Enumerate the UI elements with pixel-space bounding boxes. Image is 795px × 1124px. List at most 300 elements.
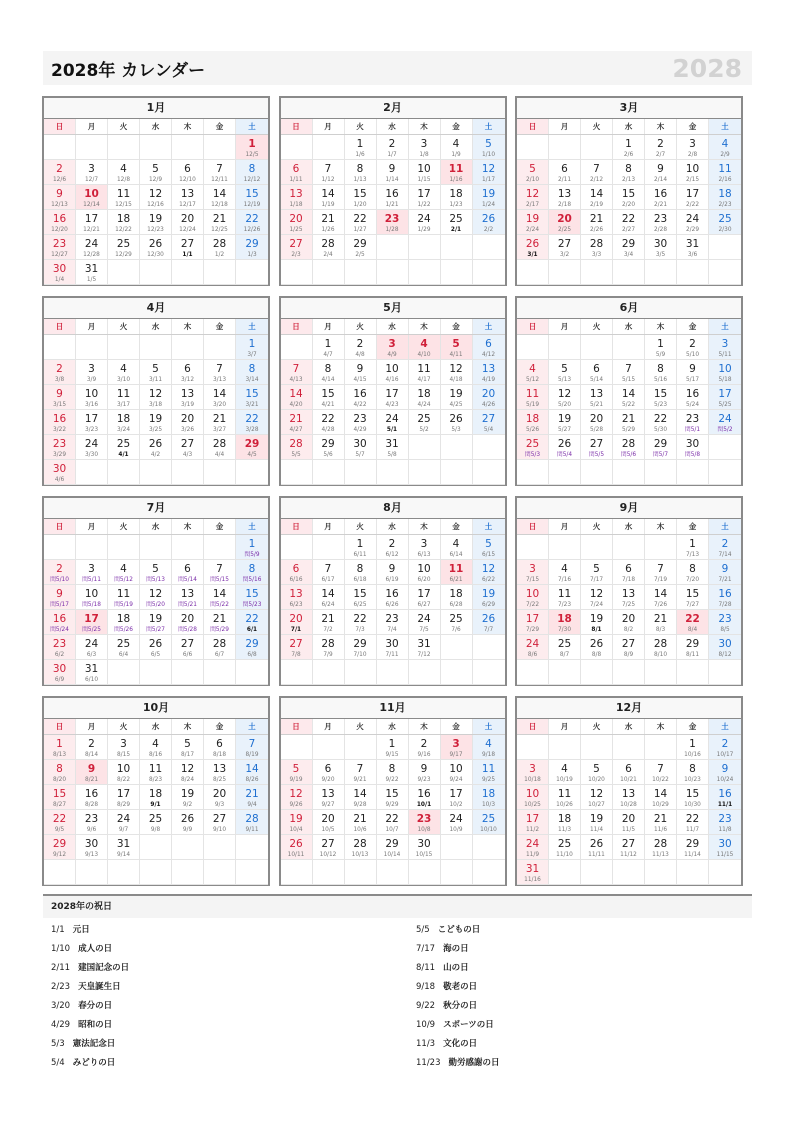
lunar-date: 10/7 <box>385 827 399 833</box>
lunar-date: 10/28 <box>620 802 637 808</box>
day-number: 10 <box>417 563 431 575</box>
empty-day-cell <box>204 460 236 485</box>
lunar-date: 6/2 <box>54 652 65 658</box>
holiday-item <box>408 1035 752 1054</box>
day-number: 11 <box>525 388 540 400</box>
lunar-date: 9/14 <box>116 852 131 858</box>
day-number: 10 <box>525 588 540 600</box>
day-cell <box>613 410 645 435</box>
day-cell <box>441 210 473 235</box>
day-cell <box>709 360 741 385</box>
day-number: 3 <box>721 338 729 350</box>
empty-day-cell <box>581 660 613 685</box>
day-cell <box>172 410 204 435</box>
lunar-date: 8/4 <box>687 627 698 633</box>
weekday-label: 水 <box>140 319 172 334</box>
day-cell <box>645 785 677 810</box>
day-grid <box>517 735 741 885</box>
day-cell <box>108 735 140 760</box>
day-number: 20 <box>289 613 303 625</box>
weekday-label: 火 <box>108 719 140 734</box>
day-number: 13 <box>621 588 636 600</box>
lunar-date: 10/9 <box>449 827 463 833</box>
empty-day-cell <box>172 335 204 360</box>
day-number: 27 <box>289 638 303 650</box>
lunar-date: 9/21 <box>353 777 367 783</box>
lunar-date: 閏5/16 <box>242 577 262 583</box>
lunar-date: 10/8 <box>417 827 431 833</box>
lunar-date: 12/20 <box>51 227 68 233</box>
day-number: 11 <box>116 588 131 600</box>
day-number: 18 <box>525 413 540 425</box>
day-number: 15 <box>353 188 367 200</box>
day-cell <box>76 410 108 435</box>
day-cell <box>709 785 741 810</box>
empty-day-cell <box>204 335 236 360</box>
day-cell <box>677 835 709 860</box>
day-cell <box>236 385 268 410</box>
day-cell <box>473 385 505 410</box>
day-cell <box>76 210 108 235</box>
empty-day-cell <box>313 860 345 885</box>
day-cell <box>140 610 172 635</box>
lunar-date: 8/24 <box>180 777 195 783</box>
day-number: 25 <box>417 413 431 425</box>
day-cell <box>709 610 741 635</box>
month-calendar <box>279 496 507 686</box>
day-cell <box>377 735 409 760</box>
lunar-date: 7/3 <box>355 627 365 633</box>
weekday-label: 火 <box>345 119 377 134</box>
weekday-label: 火 <box>108 319 140 334</box>
day-number: 9 <box>356 363 364 375</box>
empty-day-cell <box>409 260 441 285</box>
day-number: 18 <box>449 588 463 600</box>
day-grid <box>281 535 505 685</box>
empty-day-cell <box>377 460 409 485</box>
lunar-date: 9/23 <box>417 777 431 783</box>
day-number: 25 <box>557 638 572 650</box>
lunar-date: 8/3 <box>655 627 666 633</box>
weekday-label: 土 <box>473 519 505 534</box>
day-number: 9 <box>87 763 96 775</box>
empty-day-cell <box>581 735 613 760</box>
day-number: 3 <box>88 363 95 375</box>
day-number: 20 <box>321 813 335 825</box>
day-number: 27 <box>621 838 636 850</box>
day-number: 20 <box>589 413 604 425</box>
day-cell <box>345 760 377 785</box>
day-cell <box>613 160 645 185</box>
day-grid <box>44 335 268 485</box>
empty-day-cell <box>108 135 140 160</box>
weekday-header-row <box>517 319 741 335</box>
empty-day-cell <box>172 535 204 560</box>
day-number: 13 <box>212 763 227 775</box>
day-cell <box>441 385 473 410</box>
lunar-date: 10/27 <box>588 802 605 808</box>
day-number: 18 <box>116 413 131 425</box>
holiday-date: 9/18 <box>416 982 436 992</box>
month-calendar <box>279 696 507 886</box>
day-cell <box>645 635 677 660</box>
day-cell <box>709 160 741 185</box>
day-cell <box>645 210 677 235</box>
lunar-date: 8/17 <box>180 752 195 758</box>
day-cell <box>377 810 409 835</box>
day-number: 11 <box>116 388 131 400</box>
day-cell <box>44 585 76 610</box>
day-grid <box>44 135 268 285</box>
day-number: 17 <box>718 388 732 400</box>
day-cell <box>473 335 505 360</box>
weekday-label: 火 <box>345 519 377 534</box>
lunar-date: 2/29 <box>685 227 700 233</box>
day-cell <box>377 210 409 235</box>
empty-day-cell <box>709 235 741 260</box>
day-number: 17 <box>417 588 431 600</box>
lunar-date: 閏5/2 <box>717 427 733 433</box>
lunar-date: 7/27 <box>685 602 700 608</box>
month-title: 3月 <box>517 98 741 119</box>
day-cell <box>44 160 76 185</box>
empty-day-cell <box>172 460 204 485</box>
empty-day-cell <box>549 860 581 885</box>
weekday-header-row <box>44 119 268 135</box>
lunar-date: 6/10 <box>84 677 99 683</box>
lunar-date: 5/7 <box>355 452 365 458</box>
day-number: 6 <box>184 163 191 175</box>
weekday-label: 月 <box>549 119 581 134</box>
day-number: 13 <box>321 788 335 800</box>
lunar-date: 1/29 <box>417 227 431 233</box>
weekday-label: 水 <box>377 519 409 534</box>
day-cell <box>549 760 581 785</box>
empty-day-cell <box>549 260 581 285</box>
day-cell <box>473 160 505 185</box>
lunar-date: 8/27 <box>52 802 67 808</box>
day-cell <box>581 810 613 835</box>
lunar-date: 5/5 <box>291 452 301 458</box>
day-cell <box>409 185 441 210</box>
day-number: 2 <box>420 738 428 750</box>
day-number: 20 <box>621 813 636 825</box>
day-number: 20 <box>289 213 303 225</box>
day-number: 30 <box>52 263 67 275</box>
day-cell <box>44 785 76 810</box>
empty-day-cell <box>140 460 172 485</box>
lunar-date: 1/10 <box>481 152 496 158</box>
day-cell <box>44 810 76 835</box>
empty-day-cell <box>645 860 677 885</box>
day-cell <box>409 160 441 185</box>
day-number: 25 <box>449 213 463 225</box>
day-number: 29 <box>621 238 636 250</box>
day-cell <box>581 210 613 235</box>
page-year: 2028 <box>672 53 742 83</box>
day-number: 3 <box>88 163 95 175</box>
day-number: 7 <box>324 563 332 575</box>
day-number: 14 <box>653 588 668 600</box>
day-number: 1 <box>248 338 256 350</box>
day-number: 11 <box>448 163 464 175</box>
holiday-name: みどりの日 <box>72 1058 116 1068</box>
day-number: 5 <box>452 338 460 350</box>
day-number: 25 <box>116 238 131 250</box>
day-number: 30 <box>52 663 67 675</box>
day-cell <box>645 235 677 260</box>
day-number: 8 <box>689 763 696 775</box>
lunar-date: 5/16 <box>653 377 668 383</box>
lunar-date: 9/16 <box>417 752 431 758</box>
lunar-date: 3/1 <box>527 252 538 258</box>
day-cell <box>549 810 581 835</box>
holiday-name: こどもの日 <box>437 925 481 935</box>
day-cell <box>613 185 645 210</box>
day-cell <box>204 810 236 835</box>
day-number: 4 <box>561 763 568 775</box>
day-cell <box>140 435 172 460</box>
weekday-header-row <box>517 119 741 135</box>
day-number: 16 <box>685 388 700 400</box>
lunar-date: 8/12 <box>718 652 732 658</box>
day-cell <box>549 235 581 260</box>
day-number: 11 <box>417 363 431 375</box>
lunar-date: 6/24 <box>321 602 335 608</box>
lunar-date: 7/21 <box>718 577 732 583</box>
day-cell <box>581 610 613 635</box>
day-cell <box>345 435 377 460</box>
empty-day-cell <box>645 535 677 560</box>
day-cell <box>108 435 140 460</box>
day-number: 9 <box>420 763 428 775</box>
lunar-date: 5/13 <box>557 377 572 383</box>
empty-day-cell <box>581 260 613 285</box>
day-cell <box>345 335 377 360</box>
weekday-label: 水 <box>613 719 645 734</box>
weekday-label: 土 <box>709 119 741 134</box>
lunar-date: 5/12 <box>525 377 540 383</box>
day-number: 20 <box>180 413 195 425</box>
day-number: 7 <box>216 563 223 575</box>
empty-day-cell <box>549 460 581 485</box>
day-number: 24 <box>84 438 99 450</box>
day-number: 12 <box>481 563 496 575</box>
day-number: 18 <box>557 813 572 825</box>
day-number: 11 <box>148 763 163 775</box>
lunar-date: 11/3 <box>557 827 572 833</box>
day-number: 10 <box>685 163 700 175</box>
holiday-item <box>43 978 408 997</box>
lunar-date: 11/15 <box>716 852 734 858</box>
day-cell <box>345 360 377 385</box>
day-number: 14 <box>321 188 335 200</box>
day-cell <box>473 210 505 235</box>
day-cell <box>313 335 345 360</box>
day-cell <box>549 835 581 860</box>
lunar-date: 9/8 <box>150 827 161 833</box>
month-title: 2月 <box>281 98 505 119</box>
weekday-label: 火 <box>108 119 140 134</box>
day-number: 30 <box>417 838 431 850</box>
day-cell <box>409 610 441 635</box>
day-cell <box>204 785 236 810</box>
day-number: 30 <box>385 638 399 650</box>
day-number: 14 <box>289 388 303 400</box>
weekday-label: 木 <box>645 519 677 534</box>
lunar-date: 9/15 <box>385 752 399 758</box>
lunar-date: 8/21 <box>84 777 99 783</box>
day-cell <box>409 410 441 435</box>
day-number: 22 <box>245 413 259 425</box>
lunar-date: 12/30 <box>147 252 164 258</box>
day-number: 16 <box>52 613 67 625</box>
day-number: 9 <box>657 163 664 175</box>
day-cell <box>473 410 505 435</box>
day-number: 20 <box>557 213 572 225</box>
empty-day-cell <box>377 660 409 685</box>
day-cell <box>44 460 76 485</box>
day-cell <box>377 535 409 560</box>
day-cell <box>140 235 172 260</box>
empty-day-cell <box>441 435 473 460</box>
day-number: 12 <box>148 188 163 200</box>
day-number: 13 <box>289 188 303 200</box>
month-title: 8月 <box>281 498 505 519</box>
day-number: 21 <box>321 213 335 225</box>
lunar-date: 1/21 <box>385 202 399 208</box>
day-number: 29 <box>353 238 367 250</box>
day-cell <box>313 560 345 585</box>
day-cell <box>76 185 108 210</box>
day-cell <box>677 635 709 660</box>
day-number: 15 <box>685 588 700 600</box>
day-cell <box>44 410 76 435</box>
day-number: 27 <box>180 238 195 250</box>
weekday-label: 土 <box>473 319 505 334</box>
day-cell <box>236 610 268 635</box>
day-number: 25 <box>525 438 540 450</box>
day-number: 15 <box>621 188 636 200</box>
lunar-date: 4/3 <box>182 452 193 458</box>
day-cell <box>677 585 709 610</box>
lunar-date: 4/18 <box>449 377 463 383</box>
day-number: 21 <box>289 413 303 425</box>
day-cell <box>613 210 645 235</box>
holiday-item <box>408 1054 752 1073</box>
empty-day-cell <box>140 860 172 885</box>
day-number: 27 <box>621 638 636 650</box>
weekday-header-row <box>44 719 268 735</box>
lunar-date: 12/6 <box>52 177 67 183</box>
day-cell <box>108 585 140 610</box>
day-cell <box>549 585 581 610</box>
day-cell <box>76 585 108 610</box>
day-number: 25 <box>718 213 732 225</box>
day-cell <box>345 135 377 160</box>
day-number: 7 <box>625 363 632 375</box>
day-cell <box>345 835 377 860</box>
day-number: 29 <box>385 838 399 850</box>
day-number: 23 <box>52 238 67 250</box>
lunar-date: 4/19 <box>481 377 496 383</box>
day-number: 20 <box>180 613 195 625</box>
day-cell <box>441 135 473 160</box>
day-cell <box>44 385 76 410</box>
day-number: 17 <box>685 188 700 200</box>
day-cell <box>204 610 236 635</box>
lunar-date: 12/7 <box>84 177 99 183</box>
lunar-date: 9/20 <box>321 777 335 783</box>
day-cell <box>677 535 709 560</box>
lunar-date: 8/5 <box>720 627 730 633</box>
weekday-label: 火 <box>581 319 613 334</box>
day-number: 6 <box>324 763 332 775</box>
day-cell <box>473 135 505 160</box>
lunar-date: 閏5/5 <box>588 452 605 458</box>
day-number: 29 <box>685 638 700 650</box>
day-cell <box>281 360 313 385</box>
day-number: 15 <box>653 388 668 400</box>
day-cell <box>377 385 409 410</box>
empty-day-cell <box>517 535 549 560</box>
lunar-date: 閏5/4 <box>556 452 573 458</box>
lunar-date: 2/1 <box>450 227 462 233</box>
weekday-label: 月 <box>313 719 345 734</box>
day-number: 31 <box>525 863 540 875</box>
lunar-date: 4/17 <box>417 377 431 383</box>
lunar-date: 2/25 <box>557 227 572 233</box>
day-cell <box>140 585 172 610</box>
lunar-date: 8/19 <box>245 752 259 758</box>
lunar-date: 閏5/18 <box>82 602 101 608</box>
lunar-date: 4/20 <box>289 402 303 408</box>
day-cell <box>677 235 709 260</box>
day-cell <box>473 760 505 785</box>
weekday-header-row <box>44 519 268 535</box>
day-number: 26 <box>589 838 604 850</box>
holiday-item <box>43 940 408 959</box>
empty-day-cell <box>613 735 645 760</box>
day-number: 12 <box>148 388 163 400</box>
lunar-date: 1/4 <box>54 277 65 283</box>
empty-day-cell <box>108 535 140 560</box>
day-cell <box>613 360 645 385</box>
weekday-label: 火 <box>581 119 613 134</box>
lunar-date: 6/23 <box>289 602 303 608</box>
weekday-label: 日 <box>281 119 313 134</box>
day-cell <box>204 410 236 435</box>
day-number: 1 <box>657 338 664 350</box>
lunar-date: 9/27 <box>321 802 335 808</box>
lunar-date: 10/11 <box>287 852 305 858</box>
day-number: 9 <box>721 563 729 575</box>
lunar-date: 6/26 <box>385 602 399 608</box>
day-cell <box>76 785 108 810</box>
day-cell <box>709 335 741 360</box>
lunar-date: 6/3 <box>86 652 97 658</box>
lunar-date: 9/29 <box>385 802 399 808</box>
lunar-date: 4/16 <box>385 377 399 383</box>
day-cell <box>281 410 313 435</box>
day-cell <box>581 160 613 185</box>
empty-day-cell <box>172 835 204 860</box>
day-number: 9 <box>56 588 63 600</box>
day-number: 30 <box>685 438 700 450</box>
day-number: 17 <box>385 388 399 400</box>
day-number: 5 <box>485 138 492 150</box>
lunar-date: 5/15 <box>621 377 636 383</box>
